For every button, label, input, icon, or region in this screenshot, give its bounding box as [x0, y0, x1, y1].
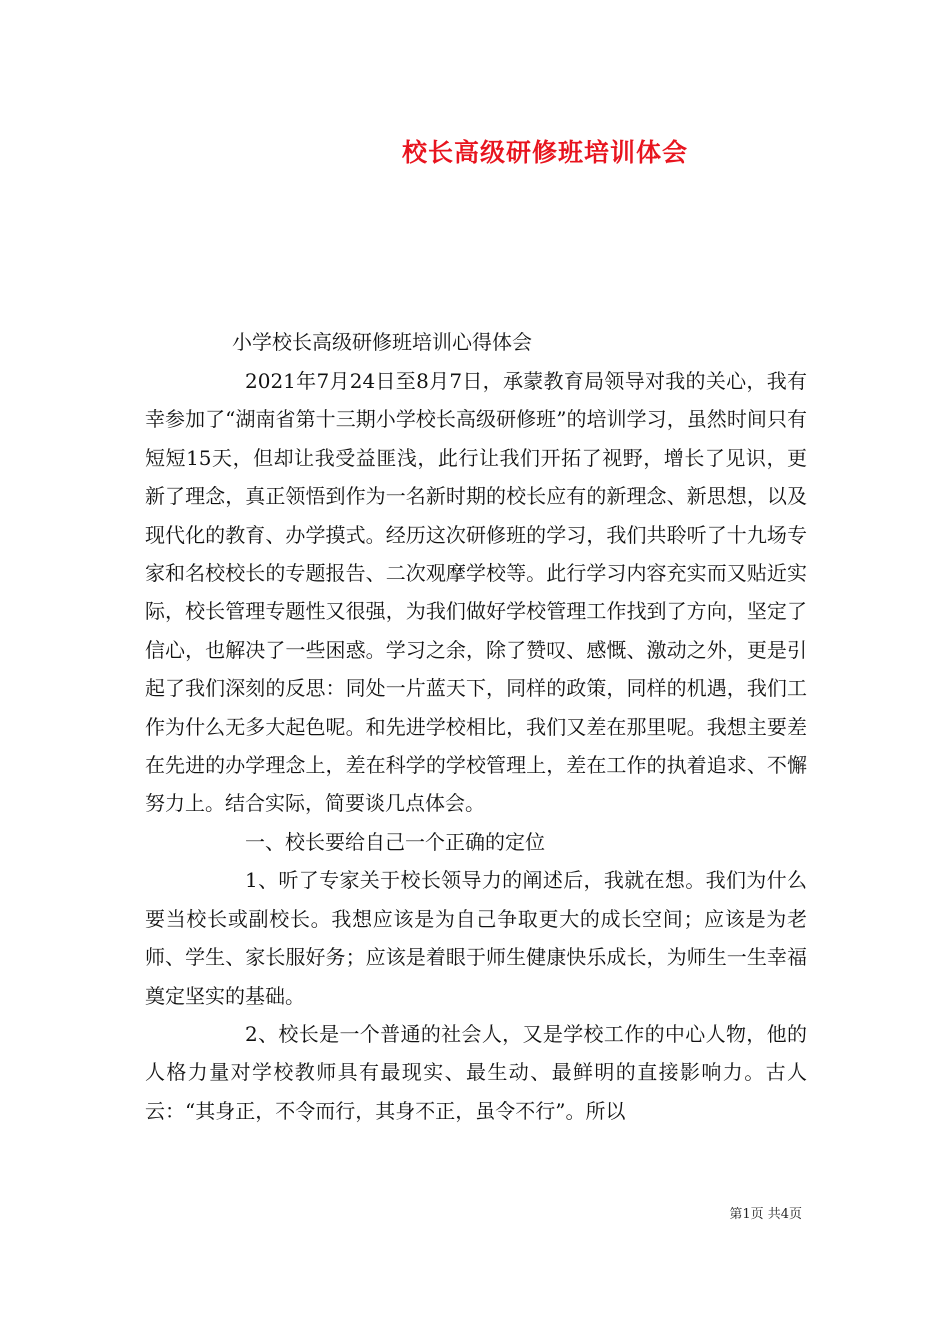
- paragraph-item-2: 2、校长是一个普通的社会人，又是学校工作的中心人物，他的人格力量对学校教师具有最现实、最生动、最鲜明的直接影响力。古人云：“其身正，不令而行，其身不正，虽令不行”。所以: [145, 1021, 807, 1123]
- page-footer: 第1页 共4页: [729, 1207, 802, 1222]
- document-subtitle: 小学校长高级研修班培训心得体会: [232, 330, 532, 354]
- document-body: [145, 362, 807, 1130]
- document-title: 校长高级研修班培训体会: [401, 138, 688, 167]
- paragraph-intro: 2021年7月24日至8月7日，承蒙教育局领导对我的关心，我有幸参加了“湖南省第十三期小学校长高级研修班”的培训学习，虽然时间只有短短15天，但却让我受益匪浅，此行让我们开拓了视野，增长了见识，更新了理念，真正领悟到作为一名新时期的校长应有的新理念、新思想，以及现代化的教育、办学摸式。经历这次研修班的学习，我们共聆听了十九场专家和名校校长的专题报告、二次观摩学校等。此行学习内容充实而又贴近实际，校长管理专题性又很强，为我们做好学校管理工作找到了方向，坚定了信心，也解决了一些困惑。学习之余，除了赞叹、感慨、激动之外，更是引起了我们深刻的反思：同处一片蓝天下，同样的政策，同样的机遇，我们工作为什么无多大起色呢。和先进学校相比，我们又差在那里呢。我想主要差在先进的办学理念上，差在科学的学校管理上，差在工作的执着追求、不懈努力上。结合实际，简要谈几点体会。: [145, 369, 807, 816]
- section-heading-1: 一、校长要给自己一个正确的定位: [245, 829, 545, 854]
- paragraph-item-1: 1、听了专家关于校长领导力的阐述后，我就在想。我们为什么要当校长或副校长。我想应该是为自己争取更大的成长空间；应该是为老师、学生、家长服好务；应该是着眼于师生健康快乐成长，为师生一生幸福奠定坚实的基础。: [145, 868, 807, 1008]
